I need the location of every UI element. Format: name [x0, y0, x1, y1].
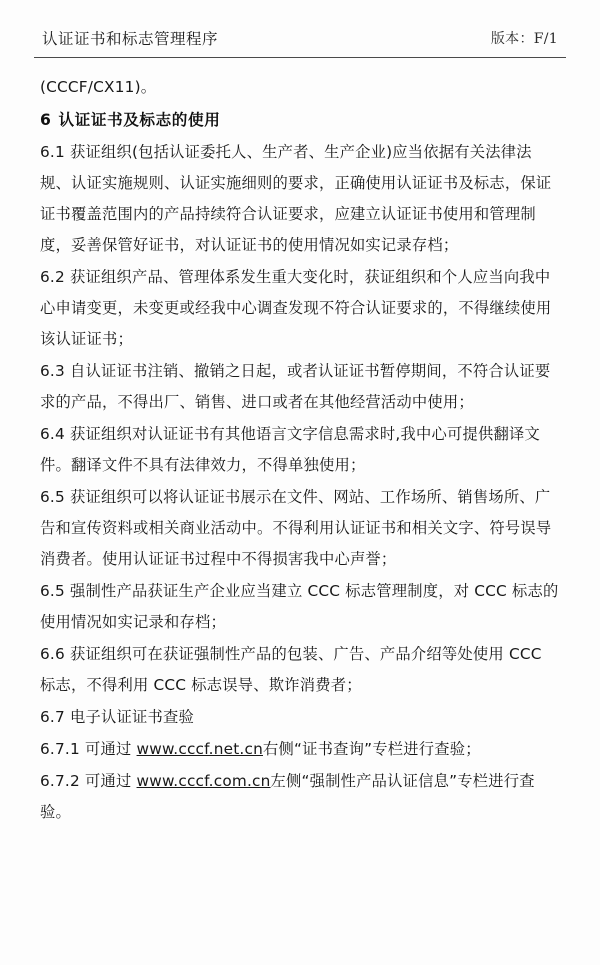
- code-reference-line: (CCCF/CX11)。: [40, 78, 157, 96]
- verify-line-1-suffix: 右侧“证书查询”专栏进行查验；: [262, 740, 481, 758]
- paragraph-6-3: 6.3 自认证证书注销、撤销之日起，或者认证证书暂停期间，不符合认证要求的产品，不得出厂、销售、进口或者在其他经营活动中使用；: [40, 362, 551, 411]
- verify-line-2-prefix: 6.7.2 可通过: [40, 772, 137, 790]
- verify-line-1-prefix: 6.7.1 可通过: [40, 740, 137, 758]
- link-cccf-net-cn[interactable]: www.cccf.net.cn: [136, 740, 263, 758]
- section-heading: [40, 105, 560, 136]
- paragraph-6-7: 6.7 电子认证证书查验: [40, 708, 194, 726]
- header-document-title: 认证证书和标志管理程序: [42, 29, 219, 48]
- paragraph-6-4: 6.4 获证组织对认证证书有其他语言文字信息需求时,我中心可提供翻译文件。翻译文件不具有法律效力，不得单独使用；: [40, 425, 540, 474]
- paragraph-6-2: 6.2 获证组织产品、管理体系发生重大变化时，获证组织和个人应当向我中心申请变更，未变更或经我中心调查发现不符合认证要求的，不得继续使用该认证证书；: [40, 268, 552, 348]
- header-version-label: 版本：F/1: [490, 30, 558, 47]
- link-cccf-com-cn[interactable]: www.cccf.com.cn: [136, 772, 271, 790]
- paragraph-6-5b: 6.5 强制性产品获证生产企业应当建立 CCC 标志管理制度，对 CCC 标志的使用情况如实记录和存档；: [40, 582, 559, 631]
- paragraph-6-6: 6.6 获证组织可在获证强制性产品的包装、广告、产品介绍等处使用 CCC 标志，不得利用 CCC 标志误导、欺诈消费者；: [40, 645, 542, 694]
- page-header: [34, 22, 566, 58]
- section-title: 认证证书及标志的使用: [58, 111, 221, 129]
- paragraph-6-7-2: [40, 766, 560, 828]
- section-number: 6: [40, 111, 52, 129]
- paragraph-6-7-1: [40, 734, 560, 765]
- paragraph-6-5a: 6.5 获证组织可以将认证证书展示在文件、网站、工作场所、销售场所、广告和宣传资料或相关商业活动中。不得利用认证证书和相关文字、符号误导消费者。使用认证证书过程中不得损害我中心声誉；: [40, 488, 552, 568]
- verify-line-2-suffix: 左侧“强制性产品认证信息”专栏进行查验。: [40, 772, 535, 821]
- paragraph-6-1: 6.1 获证组织(包括认证委托人、生产者、生产企业)应当依据有关法律法规、认证实施规则、认证实施细则的要求，正确使用认证证书及标志，保证证书覆盖范围内的产品持续符合认证要求，应建立认证证书使用和管理制度，妥善保管好证书，对认证证书的使用情况如实记录存档；: [40, 143, 552, 254]
- document-body: [40, 72, 560, 829]
